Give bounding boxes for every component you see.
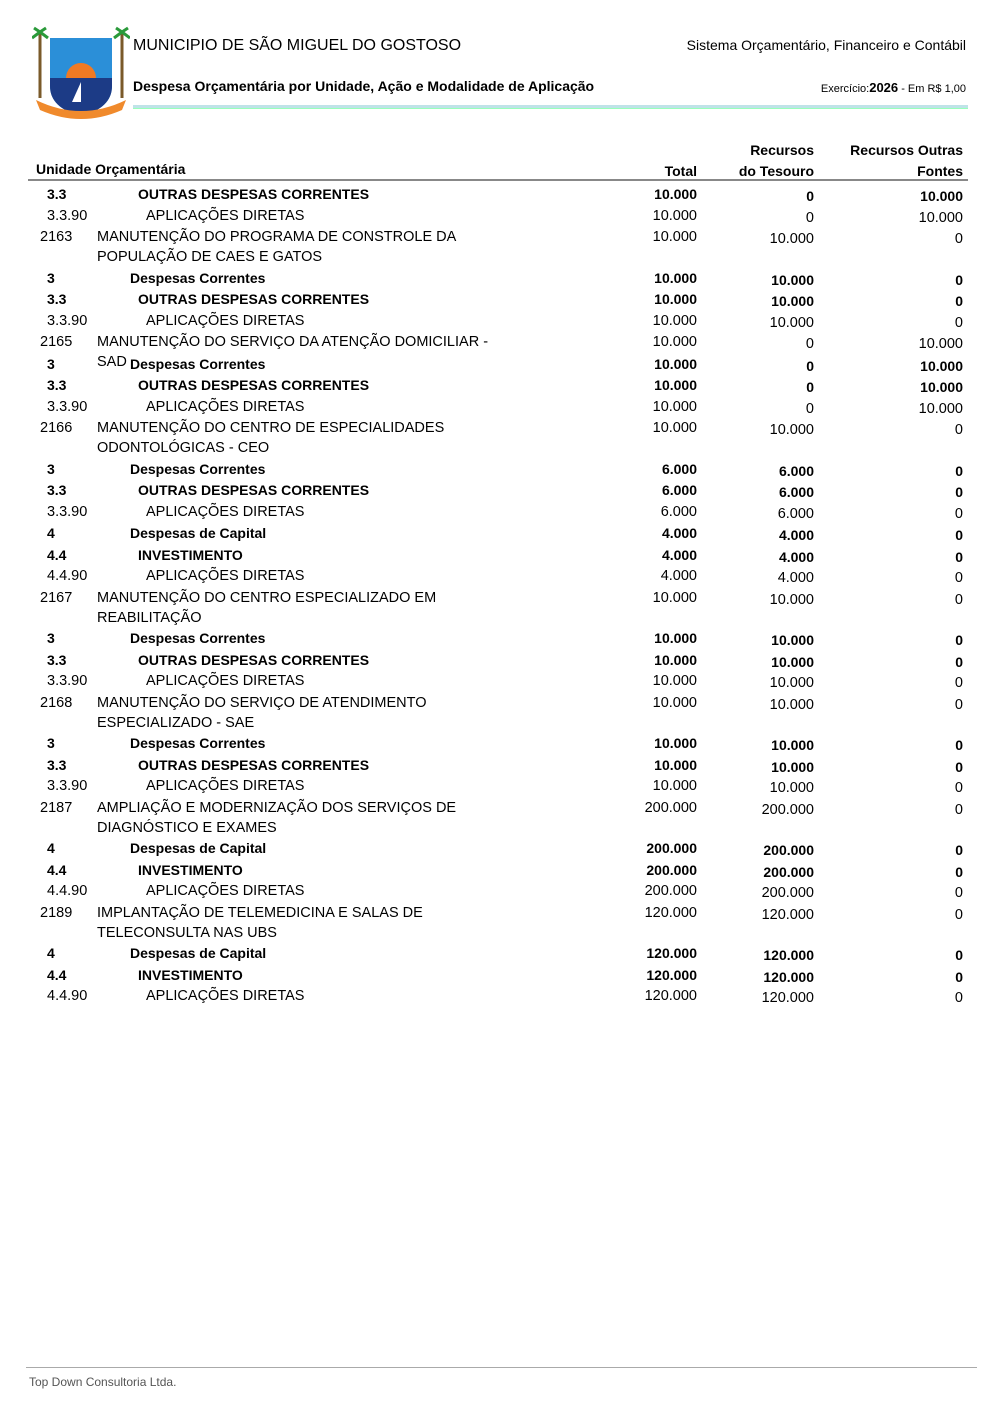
system-name: Sistema Orçamentário, Financeiro e Contábil — [686, 37, 966, 53]
table-row — [0, 879, 1000, 901]
row-outras-fontes: 0 — [955, 737, 963, 753]
row-outras-fontes: 0 — [954, 780, 963, 796]
row-code: 3.3.90 — [47, 778, 88, 794]
row-tesouro: 0 — [806, 357, 814, 374]
row-tesouro: 10.000 — [769, 696, 814, 713]
table-row — [0, 478, 1000, 500]
row-code: 4.4 — [47, 966, 67, 983]
table-row — [0, 416, 1000, 457]
row-description: MANUTENÇÃO DO CENTRO DE ESPECIALIDADES ODONTOLÓGICAS - CEO — [97, 420, 445, 456]
table-row — [0, 309, 1000, 331]
row-outras-fontes: 0 — [955, 968, 963, 985]
row-outras-fontes: 10.000 — [918, 336, 963, 352]
row-code: 3 — [47, 630, 55, 646]
row-code: 3.3.90 — [47, 673, 88, 689]
row-total: 10.000 — [652, 673, 697, 689]
row-code: 3.3 — [47, 377, 67, 393]
row-code: 3 — [47, 355, 55, 372]
row-description: Despesas Correntes — [130, 269, 266, 286]
row-total: 10.000 — [652, 589, 697, 606]
row-description: APLICAÇÕES DIRETAS — [146, 312, 305, 329]
row-tesouro: 10.000 — [771, 653, 814, 670]
row-total: 10.000 — [654, 756, 697, 773]
table-row — [0, 521, 1000, 543]
row-code: 4 — [47, 840, 55, 856]
row-description: OUTRAS DESPESAS CORRENTES — [138, 377, 370, 393]
row-total: 10.000 — [652, 420, 697, 436]
row-tesouro: 0 — [806, 188, 814, 204]
row-tesouro: 200.000 — [761, 885, 814, 901]
row-total: 200.000 — [646, 840, 697, 856]
row-total: 10.000 — [654, 291, 697, 307]
row-total: 10.000 — [652, 398, 697, 415]
row-total: 10.000 — [652, 207, 697, 224]
row-tesouro: 0 — [805, 209, 814, 226]
row-code: 2187 — [40, 799, 73, 816]
row-tesouro: 10.000 — [771, 293, 814, 309]
row-code: 4.4.90 — [47, 883, 88, 899]
table-row — [0, 500, 1000, 522]
row-tesouro: 120.000 — [763, 968, 814, 985]
row-outras-fontes: 0 — [954, 591, 963, 608]
table-row — [0, 858, 1000, 880]
row-tesouro: 6.000 — [777, 505, 814, 522]
table-row — [0, 963, 1000, 985]
row-total: 10.000 — [654, 355, 697, 372]
row-code: 3.3.90 — [47, 312, 88, 329]
row-outras-fontes: 0 — [954, 314, 963, 331]
row-tesouro: 10.000 — [771, 737, 814, 753]
municipality-name: MUNICIPIO DE SÃO MIGUEL DO GOSTOSO — [133, 37, 462, 54]
table-row — [0, 731, 1000, 753]
row-description: APLICAÇÕES DIRETAS — [146, 883, 305, 899]
row-code: 3.3.90 — [47, 207, 88, 224]
row-total: 120.000 — [646, 966, 697, 983]
row-description: OUTRAS DESPESAS CORRENTES — [138, 756, 370, 773]
row-code: 2165 — [40, 334, 73, 350]
row-tesouro: 10.000 — [769, 314, 814, 331]
row-total: 10.000 — [654, 651, 697, 668]
row-outras-fontes: 0 — [955, 462, 963, 479]
row-description: Despesas de Capital — [130, 840, 267, 856]
footer-company: Top Down Consultoria Ltda. — [29, 1375, 177, 1389]
table-row — [0, 352, 1000, 374]
row-description: MANUTENÇÃO DO PROGRAMA DE CONSTROLE DA POPULAÇÃO DE CAES E GATOS — [97, 229, 456, 265]
table-row — [0, 395, 1000, 417]
row-total: 200.000 — [644, 883, 697, 899]
footer-divider — [26, 1367, 977, 1368]
row-tesouro: 10.000 — [771, 271, 814, 288]
row-outras-fontes: 0 — [955, 947, 963, 963]
row-outras-fontes: 10.000 — [920, 379, 963, 395]
row-total: 120.000 — [644, 904, 697, 921]
row-outras-fontes: 0 — [955, 632, 963, 648]
row-total: 10.000 — [652, 312, 697, 329]
row-code: 3.3 — [47, 186, 67, 202]
row-description: APLICAÇÕES DIRETAS — [146, 207, 305, 224]
row-description: APLICAÇÕES DIRETAS — [146, 568, 305, 584]
row-tesouro: 10.000 — [769, 675, 814, 691]
row-code: 3 — [47, 460, 55, 477]
row-total: 120.000 — [646, 945, 697, 961]
table-row — [0, 941, 1000, 963]
table-row — [0, 648, 1000, 670]
row-outras-fontes: 0 — [955, 653, 963, 670]
table-row — [0, 984, 1000, 1006]
row-tesouro: 10.000 — [769, 422, 814, 438]
row-total: 4.000 — [661, 546, 697, 563]
table-row — [0, 225, 1000, 266]
row-outras-fontes: 0 — [955, 842, 963, 858]
row-total: 10.000 — [652, 334, 697, 350]
row-code: 2167 — [40, 589, 73, 606]
row-code: 4.4 — [47, 546, 67, 563]
table-row — [0, 753, 1000, 775]
row-total: 6.000 — [660, 503, 697, 520]
table-row — [0, 774, 1000, 796]
row-code: 3.3.90 — [47, 398, 88, 415]
table-row — [0, 457, 1000, 479]
row-outras-fontes: 0 — [955, 293, 963, 309]
exercise-label: Exercício: — [820, 83, 870, 95]
row-code: 3.3 — [47, 651, 67, 668]
row-description: APLICAÇÕES DIRETAS — [146, 398, 305, 415]
table-row — [0, 182, 1000, 204]
row-code: 2189 — [40, 904, 73, 921]
row-tesouro: 120.000 — [763, 947, 814, 963]
exercise-info — [821, 80, 966, 95]
row-total: 10.000 — [652, 778, 697, 794]
row-outras-fontes: 0 — [954, 231, 963, 247]
table-row — [0, 287, 1000, 309]
row-description: Despesas de Capital — [130, 945, 267, 961]
row-code: 4 — [47, 945, 55, 961]
table-row — [0, 901, 1000, 942]
table-row — [0, 796, 1000, 837]
table-row — [0, 669, 1000, 691]
row-description: OUTRAS DESPESAS CORRENTES — [138, 186, 370, 202]
row-outras-fontes: 0 — [954, 885, 963, 901]
row-tesouro: 0 — [805, 336, 814, 352]
table-row — [0, 586, 1000, 627]
row-outras-fontes: 0 — [954, 696, 963, 713]
row-code: 3.3 — [47, 291, 67, 307]
row-description: INVESTIMENTO — [138, 546, 243, 563]
row-total: 10.000 — [654, 735, 697, 751]
row-tesouro: 200.000 — [763, 842, 814, 858]
column-header-unit: Unidade Orçamentária — [36, 161, 186, 177]
row-code: 3 — [47, 735, 55, 751]
row-total: 6.000 — [661, 460, 697, 477]
row-description: OUTRAS DESPESAS CORRENTES — [138, 651, 370, 668]
header-divider — [133, 105, 968, 109]
column-header-total: Total — [664, 163, 697, 179]
row-total: 200.000 — [644, 799, 697, 816]
row-tesouro: 10.000 — [771, 632, 814, 648]
row-description: INVESTIMENTO — [138, 966, 243, 983]
report-table-body — [0, 182, 1000, 1006]
municipal-coat-of-arms-logo — [32, 26, 130, 120]
row-tesouro: 4.000 — [778, 548, 814, 565]
row-outras-fontes: 0 — [954, 505, 963, 522]
report-title: Despesa Orçamentária por Unidade, Ação e Modalidade de Aplicação — [133, 78, 595, 94]
row-code: 2163 — [40, 229, 73, 245]
row-code: 4 — [47, 525, 55, 541]
row-tesouro: 10.000 — [769, 591, 814, 608]
row-description: Despesas Correntes — [130, 355, 266, 372]
table-row — [0, 373, 1000, 395]
row-description: OUTRAS DESPESAS CORRENTES — [138, 291, 370, 307]
row-code: 3.3 — [47, 482, 67, 498]
table-row — [0, 543, 1000, 565]
row-description: MANUTENÇÃO DO SERVIÇO DE ATENDIMENTO ESPECIALIZADO - SAE — [97, 694, 427, 731]
row-outras-fontes: 0 — [954, 675, 963, 691]
row-outras-fontes: 10.000 — [918, 209, 963, 226]
row-tesouro: 0 — [806, 379, 814, 395]
table-header-divider — [28, 179, 968, 181]
row-outras-fontes: 0 — [955, 863, 963, 880]
row-total: 4.000 — [661, 525, 697, 541]
row-code: 4.4.90 — [47, 568, 88, 584]
row-tesouro: 4.000 — [778, 527, 814, 543]
row-description: APLICAÇÕES DIRETAS — [146, 673, 305, 689]
row-description: Despesas de Capital — [130, 525, 267, 541]
row-code: 2168 — [40, 694, 73, 711]
column-header-outras-fontes: Recursos Outras Fontes — [850, 142, 963, 179]
row-outras-fontes: 0 — [955, 527, 963, 543]
exercise-year: 2026 — [869, 80, 899, 95]
table-row — [0, 691, 1000, 732]
row-tesouro: 200.000 — [763, 863, 814, 880]
row-outras-fontes: 10.000 — [920, 188, 963, 204]
row-outras-fontes: 0 — [955, 484, 963, 500]
row-code: 3 — [47, 269, 55, 286]
row-total: 120.000 — [644, 988, 697, 1004]
currency-label: - Em R$ 1,00 — [898, 83, 966, 95]
row-outras-fontes: 0 — [954, 801, 963, 818]
row-description: APLICAÇÕES DIRETAS — [146, 988, 305, 1004]
row-description: INVESTIMENTO — [138, 861, 243, 878]
row-tesouro: 120.000 — [761, 990, 814, 1006]
row-outras-fontes: 0 — [954, 422, 963, 438]
row-outras-fontes: 0 — [954, 990, 963, 1006]
column-header-tesouro: Recursos do Tesouro — [738, 142, 814, 179]
table-row — [0, 204, 1000, 226]
row-total: 10.000 — [654, 269, 697, 286]
table-row — [0, 564, 1000, 586]
row-description: MANUTENÇÃO DO CENTRO ESPECIALIZADO EM REABILITAÇÃO — [97, 589, 437, 626]
row-tesouro: 10.000 — [769, 780, 814, 796]
row-outras-fontes: 0 — [954, 570, 963, 586]
row-outras-fontes: 0 — [955, 758, 963, 775]
row-tesouro: 0 — [805, 400, 814, 417]
row-description: OUTRAS DESPESAS CORRENTES — [138, 482, 370, 498]
row-description: AMPLIAÇÃO E MODERNIZAÇÃO DOS SERVIÇOS DE DIAGNÓSTICO E EXAMES — [97, 799, 457, 836]
row-description: Despesas Correntes — [130, 630, 266, 646]
row-total: 10.000 — [654, 186, 697, 202]
row-total: 10.000 — [652, 229, 697, 245]
row-outras-fontes: 0 — [955, 548, 963, 565]
row-outras-fontes: 10.000 — [918, 400, 963, 417]
row-description: MANUTENÇÃO DO SERVIÇO DA ATENÇÃO DOMICILIAR - SAD — [97, 334, 489, 370]
row-tesouro: 120.000 — [761, 906, 814, 923]
row-tesouro: 10.000 — [771, 758, 814, 775]
row-description: Despesas Correntes — [130, 735, 266, 751]
row-description: Despesas Correntes — [130, 460, 266, 477]
row-outras-fontes: 10.000 — [920, 357, 963, 374]
row-outras-fontes: 0 — [954, 906, 963, 923]
row-total: 10.000 — [654, 377, 697, 393]
row-tesouro: 6.000 — [778, 484, 814, 500]
row-code: 3.3 — [47, 756, 67, 773]
row-description: APLICAÇÕES DIRETAS — [146, 503, 305, 520]
row-code: 2166 — [40, 420, 73, 436]
row-total: 6.000 — [661, 482, 697, 498]
table-row — [0, 626, 1000, 648]
row-code: 3.3.90 — [47, 503, 88, 520]
row-tesouro: 10.000 — [769, 231, 814, 247]
row-code: 4.4.90 — [47, 988, 88, 1004]
table-row — [0, 266, 1000, 288]
row-description: APLICAÇÕES DIRETAS — [146, 778, 305, 794]
row-total: 4.000 — [660, 568, 697, 584]
table-row — [0, 836, 1000, 858]
row-total: 10.000 — [652, 694, 697, 711]
row-tesouro: 200.000 — [761, 801, 814, 818]
row-code: 4.4 — [47, 861, 67, 878]
row-tesouro: 4.000 — [777, 570, 814, 586]
row-tesouro: 6.000 — [778, 462, 814, 479]
row-total: 10.000 — [654, 630, 697, 646]
row-outras-fontes: 0 — [955, 271, 963, 288]
row-description: IMPLANTAÇÃO DE TELEMEDICINA E SALAS DE TELECONSULTA NAS UBS — [97, 904, 423, 941]
row-total: 200.000 — [646, 861, 697, 878]
